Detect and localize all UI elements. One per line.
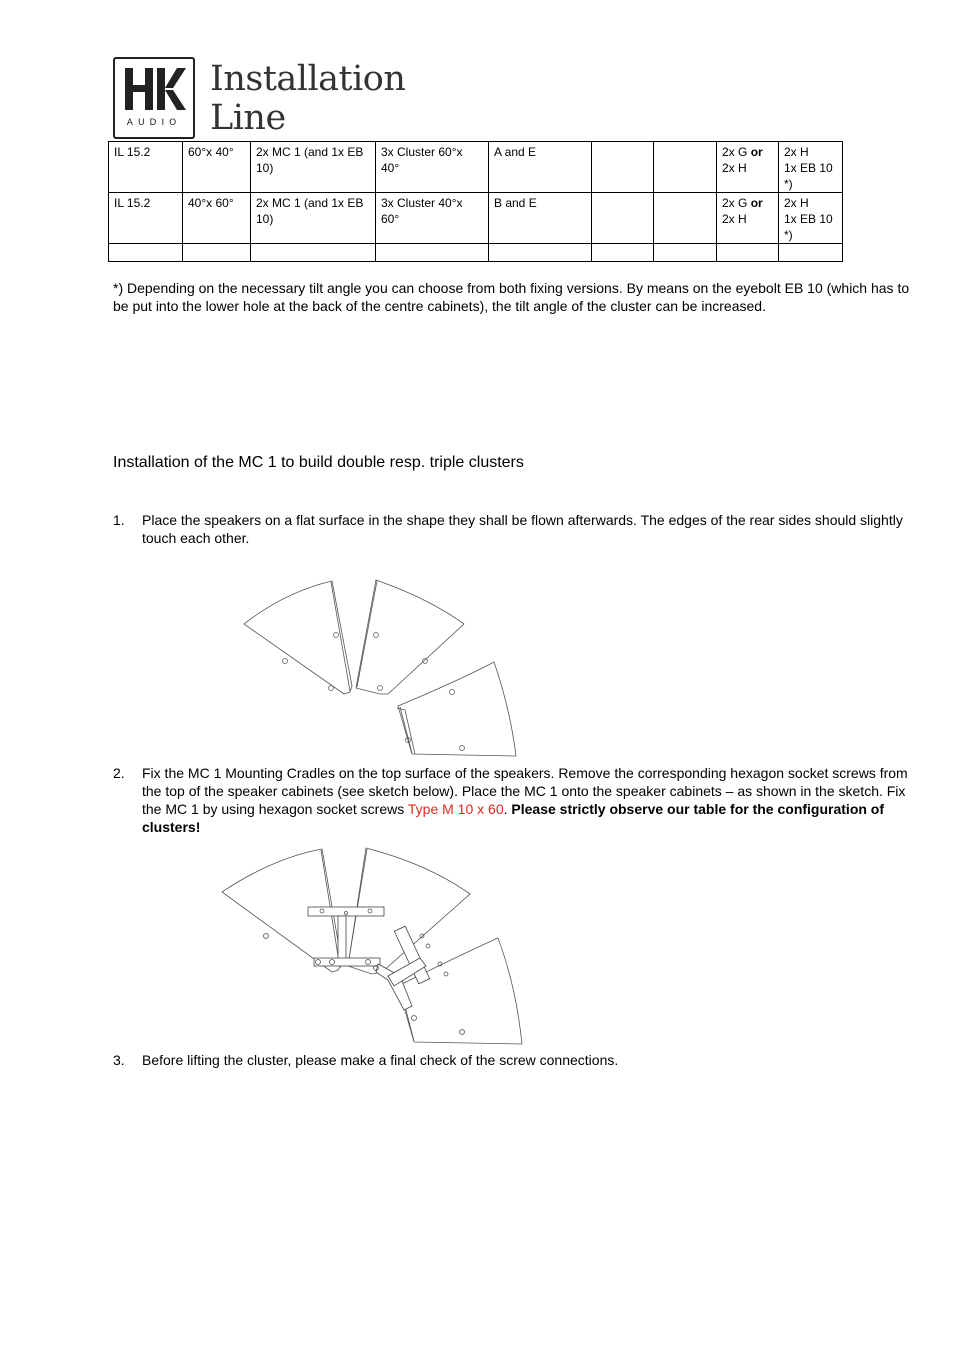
table-cell [592,193,654,244]
step-number: 3. [113,1052,125,1068]
table-cell [489,244,592,262]
table-cell-fixing: 2x G or 2x H [717,142,779,193]
cluster-config-table [108,141,843,262]
logo-title-line2: Line [210,98,286,138]
speaker-layout-sketch [240,578,530,763]
table-cell: 60°x 40° [183,142,251,193]
table-cell [109,244,183,262]
table-cell: 40°x 60° [183,193,251,244]
table-cell [654,193,717,244]
table-cell [376,244,489,262]
table-cell: 2x MC 1 (and 1x EB 10) [251,193,376,244]
table-cell: IL 15.2 [109,142,183,193]
table-cell: 3x Cluster 40°x 60° [376,193,489,244]
table-cell [717,244,779,262]
logo-brand: AUDIO [126,118,182,128]
table-cell: 2x H 1x EB 10 *) [779,142,843,193]
table-cell [592,142,654,193]
table-cell: IL 15.2 [109,193,183,244]
table-row-empty [109,244,843,262]
table-cell: B and E [489,193,592,244]
hk-logo-icon [115,59,193,119]
table-cell [654,142,717,193]
step-text: Before lifting the cluster, please make a final check of the screw connections. [142,1052,619,1068]
table-cell: 2x H 1x EB 10 *) [779,193,843,244]
table-cell [251,244,376,262]
table-cell [779,244,843,262]
step-text: Fix the MC 1 Mounting Cradles on the top surface of the speakers. Remove the corresponding hexagon socket screws from the top of the speaker cabinets (see sketch below). Place the MC 1 onto the speaker cabinets – as shown in the sketch. Fix the MC 1 by using hexagon socket screws Type M 10 x 60. Please strictly observe our table for the configuration of clusters! [142,765,908,835]
footnote: *) Depending on the necessary tilt angle you can choose from both fixing versions. By means on the eyebolt EB 10 (which has to be put into the lower hole at the back of the centre cabinets), the tilt angle of the cluster can be increased. [113,280,910,314]
screw-type-highlight: Type M 10 x 60 [407,801,504,817]
logo-title-line1: Installation [210,59,406,99]
table-cell: 2x MC 1 (and 1x EB 10) [251,142,376,193]
table-cell [183,244,251,262]
step-text: Place the speakers on a flat surface in the shape they shall be flown afterwards. The edges of the rear sides should slightly touch each other. [142,512,903,546]
table-cell: 3x Cluster 60°x 40° [376,142,489,193]
table-cell: A and E [489,142,592,193]
step-number: 1. [113,512,125,528]
table-cell [592,244,654,262]
step-number: 2. [113,765,125,781]
config-warning: Please strictly observe our table for the configuration of clusters! [142,801,885,835]
table-row [109,193,843,244]
mounting-cradle-sketch [218,846,528,1046]
table-cell [654,244,717,262]
table-row [109,142,843,193]
section-heading: Installation of the MC 1 to build double resp. triple clusters [113,454,524,471]
table-cell-fixing: 2x G or 2x H [717,193,779,244]
